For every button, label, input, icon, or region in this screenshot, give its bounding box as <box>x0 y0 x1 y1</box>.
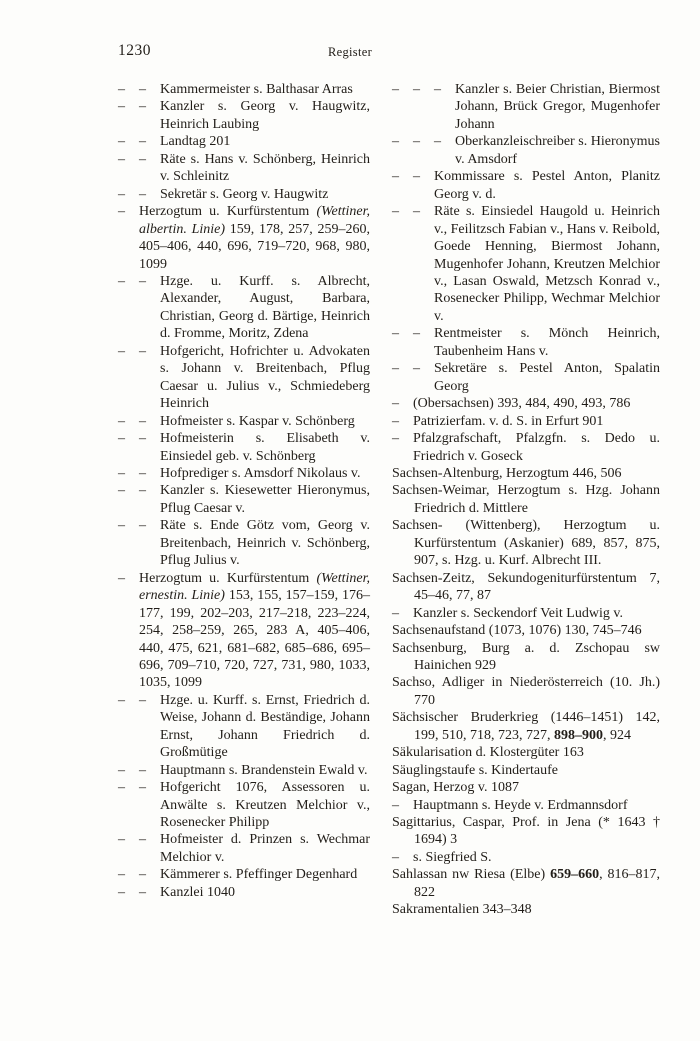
indent-dash: – <box>392 134 399 150</box>
index-entry <box>392 482 660 517</box>
entry-text: Hofmeisterin s. Elisabeth v. Einsiedel geb. v. Schönberg <box>160 431 370 464</box>
entry-text: Sachsen- (Wittenberg), Herzogtum u. Kurfürstentum (Askanier) 689, 857, 875, 907, s. Hzg. u. Kurf. Albrecht III. <box>392 518 660 569</box>
index-entry <box>118 570 370 692</box>
register-title: Register <box>327 45 373 59</box>
indent-dash: – <box>139 413 146 429</box>
index-entry <box>392 866 660 901</box>
entry-text: Sachsen-Altenburg, Herzogtum 446, 506 <box>392 465 622 481</box>
indent-dash: – <box>118 204 125 220</box>
entry-text: Pfalzgrafschaft, Pfalzgfn. s. Dedo u. Friedrich v. Goseck <box>413 431 660 464</box>
indent-dash: – <box>139 483 146 499</box>
indent-dash: – <box>118 151 125 167</box>
indent-dash: – <box>139 151 146 167</box>
indent-dash: – <box>392 82 399 97</box>
indent-dash: – <box>139 343 146 359</box>
indent-dash: – <box>118 99 125 115</box>
entry-text: Säkularisation d. Klostergüter 163 <box>392 745 584 761</box>
bold-page-range: 898–900 <box>554 727 603 743</box>
index-entry <box>118 465 370 482</box>
index-column-right <box>392 81 660 919</box>
indent-dash: – <box>118 518 125 534</box>
indent-dash: – <box>118 692 125 708</box>
indent-dash: – <box>139 518 146 534</box>
entry-text: Oberkanzleischreiber s. Hieronymus v. Amsdorf <box>455 134 660 167</box>
index-entry <box>392 779 660 796</box>
indent-dash: – <box>139 465 146 481</box>
indent-dash: – <box>139 780 146 796</box>
bold-page-range: 659–660 <box>550 867 600 883</box>
indent-dash: – <box>139 82 146 97</box>
index-entry <box>392 762 660 779</box>
index-entry <box>118 81 370 98</box>
indent-dash: – <box>413 326 420 342</box>
indent-dash: – <box>118 832 125 848</box>
index-entry <box>392 709 660 744</box>
entry-text: Kanzler s. Kiesewetter Hieronymus, Pflug Caesar v. <box>160 483 370 516</box>
index-entry <box>392 814 660 849</box>
index-entry <box>118 133 370 150</box>
entry-text: Sekretäre s. Pestel Anton, Spalatin Georg <box>434 361 660 394</box>
indent-dash: – <box>139 867 146 883</box>
index-entry <box>118 517 370 569</box>
index-entry <box>392 203 660 325</box>
indent-dash: – <box>139 884 146 900</box>
indent-dash: – <box>434 134 441 150</box>
indent-dash: – <box>118 273 125 289</box>
index-entry <box>118 884 370 901</box>
entry-text: Sachsenburg, Burg a. d. Zschopau sw Hainichen 929 <box>392 640 660 673</box>
index-entry <box>118 866 370 883</box>
indent-dash: – <box>392 797 399 813</box>
index-column-left <box>118 81 370 919</box>
indent-dash: – <box>392 169 399 185</box>
entry-text: Hauptmann s. Heyde v. Erdmannsdorf <box>413 797 628 813</box>
index-entry <box>118 762 370 779</box>
entry-text: Hofgericht, Hofrichter u. Advokaten s. Johann v. Breitenbach, Pflug Caesar u. Julius v., Schmiedeberg Heinrich <box>160 343 370 412</box>
entry-text: Hofprediger s. Amsdorf Nikolaus v. <box>160 465 361 481</box>
entry-text: Sahlassan nw Riesa (Elbe) <box>392 867 551 883</box>
indent-dash: – <box>118 465 125 481</box>
index-entry <box>392 413 660 430</box>
entry-text: Sachso, Adliger in Niederösterreich (10. Jh.) 770 <box>392 675 660 708</box>
indent-dash: – <box>139 692 146 708</box>
entry-text: Kämmerer s. Pfeffinger Degenhard <box>160 867 358 883</box>
indent-dash: – <box>118 570 125 586</box>
entry-text: Sakramentalien 343–348 <box>392 902 532 918</box>
indent-dash: – <box>392 396 399 412</box>
entry-text: (Obersachsen) 393, 484, 490, 493, 786 <box>413 396 631 412</box>
indent-dash: – <box>139 273 146 289</box>
index-entry <box>392 517 660 569</box>
index-entry <box>118 186 370 203</box>
index-entry <box>118 692 370 762</box>
index-entry <box>118 430 370 465</box>
page-number: 1230 <box>118 42 151 59</box>
indent-dash: – <box>392 605 399 621</box>
index-entry <box>118 343 370 413</box>
entry-text: Hofgericht 1076, Assessoren u. Anwälte s. Kreutzen Melchior v., Rosenecker Philipp <box>160 780 370 831</box>
entry-text: Rentmeister s. Mönch Heinrich, Taubenheim Hans v. <box>434 326 660 359</box>
index-columns <box>118 81 660 919</box>
indent-dash: – <box>139 832 146 848</box>
index-entry <box>118 831 370 866</box>
entry-text: Sagan, Herzog v. 1087 <box>392 780 520 796</box>
indent-dash: – <box>413 82 420 97</box>
index-entry <box>392 81 660 133</box>
index-entry <box>118 482 370 517</box>
entry-text: Säuglingstaufe s. Kindertaufe <box>392 762 559 778</box>
index-entry <box>392 465 660 482</box>
indent-dash: – <box>118 780 125 796</box>
entry-text: Kammermeister s. Balthasar Arras <box>160 82 353 97</box>
indent-dash: – <box>139 99 146 115</box>
indent-dash: – <box>118 483 125 499</box>
index-entry <box>392 849 660 866</box>
italic-qualifier: (Wettiner, ernestin. Linie) <box>139 570 370 604</box>
indent-dash: – <box>118 186 125 202</box>
index-entry <box>392 744 660 761</box>
indent-dash: – <box>118 82 125 97</box>
index-entry <box>392 640 660 675</box>
entry-text: Räte s. Hans v. Schönberg, Heinrich v. Schleinitz <box>160 151 370 185</box>
entry-text: Kanzler s. Georg v. Haugwitz, Heinrich Laubing <box>160 99 370 132</box>
entry-text: Kanzler s. Seckendorf Veit Ludwig v. <box>413 605 623 621</box>
entry-text: Hofmeister d. Prinzen s. Wechmar Melchior v. <box>160 832 370 865</box>
index-entry <box>392 605 660 622</box>
indent-dash: – <box>392 413 399 429</box>
entry-text: Sachsenaufstand (1073, 1076) 130, 745–746 <box>392 623 642 639</box>
index-entry <box>118 98 370 133</box>
index-entry <box>392 430 660 465</box>
indent-dash: – <box>392 849 399 865</box>
indent-dash: – <box>139 134 146 150</box>
entry-text: , 816–817, 822 <box>414 867 660 900</box>
running-header <box>0 42 700 62</box>
indent-dash: – <box>118 431 125 447</box>
indent-dash: – <box>118 134 125 150</box>
index-entry <box>118 203 370 273</box>
index-entry <box>392 168 660 203</box>
entry-text: Kommissare s. Pestel Anton, Planitz Georg v. d. <box>434 169 660 202</box>
entry-text: Kanzler s. Beier Christian, Biermost Johann, Brück Gregor, Mugenhofer Johann <box>455 82 660 132</box>
indent-dash: – <box>118 413 125 429</box>
indent-dash: – <box>392 361 399 377</box>
entry-text: Sachsen-Zeitz, Sekundogeniturfürstentum 7, 45–46, 77, 87 <box>392 570 660 604</box>
indent-dash: – <box>139 431 146 447</box>
entry-text: Hzge. u. Kurff. s. Albrecht, Alexander, August, Barbara, Christian, Georg d. Bärtige, Heinrich d. Fromme, Moritz, Zdena <box>160 273 370 342</box>
entry-text: Patrizierfam. v. d. S. in Erfurt 901 <box>413 413 604 429</box>
entry-text: Sagittarius, Caspar, Prof. in Jena (* 1643 † 1694) 3 <box>392 815 660 848</box>
index-entry <box>392 674 660 709</box>
index-entry <box>118 151 370 186</box>
entry-text: Räte s. Einsiedel Haugold u. Heinrich v., Feilitzsch Fabian v., Hans v. Reibold, Goede Henning, Biermost Johann, Mugenhofer Johann, Kreutzen Melchior v., Lasan Oswald, Metzsch Konrad v., Rosenecker Philipp, Wechmar Melchior v. <box>434 204 660 324</box>
indent-dash: – <box>434 82 441 97</box>
indent-dash: – <box>139 186 146 202</box>
index-entry <box>392 133 660 168</box>
entry-text: Landtag 201 <box>160 134 231 150</box>
indent-dash: – <box>413 204 420 220</box>
indent-dash: – <box>413 361 420 377</box>
index-entry <box>392 360 660 395</box>
entry-text: Herzogtum u. Kurfürstentum <box>139 570 317 586</box>
index-entry <box>392 622 660 639</box>
entry-text: , 924 <box>603 727 631 743</box>
index-entry <box>392 797 660 814</box>
entry-text: Hzge. u. Kurff. s. Ernst, Friedrich d. Weise, Johann d. Beständige, Johann Ernst, Johann Friedrich d. Großmütige <box>160 692 370 761</box>
indent-dash: – <box>118 867 125 883</box>
indent-dash: – <box>392 431 399 447</box>
indent-dash: – <box>118 884 125 900</box>
indent-dash: – <box>413 134 420 150</box>
indent-dash: – <box>139 762 146 778</box>
indent-dash: – <box>413 169 420 185</box>
entry-text: Kanzlei 1040 <box>160 884 236 900</box>
indent-dash: – <box>392 326 399 342</box>
entry-text: 153, 155, 157–159, 176–177, 199, 202–203, 217–218, 223–224, 254, 258–259, 265, 283 A, 405–406, 440, 475, 621, 681–682, 685–686, 695–696, 709–710, 720, 727, 731, 980, 1033, 1035, 1099 <box>139 588 370 691</box>
indent-dash: – <box>392 204 399 220</box>
index-entry <box>118 413 370 430</box>
entry-text: 159, 178, 257, 259–260, 405–406, 440, 696, 719–720, 968, 980, 1099 <box>139 221 371 272</box>
index-entry <box>118 779 370 831</box>
entry-text: Räte s. Ende Götz vom, Georg v. Breitenbach, Heinrich v. Schönberg, Pflug Julius v. <box>160 518 370 569</box>
indent-dash: – <box>118 343 125 359</box>
entry-text: s. Siegfried S. <box>413 849 492 865</box>
entry-text: Herzogtum u. Kurfürstentum <box>139 204 317 220</box>
index-entry <box>392 901 660 918</box>
index-entry <box>392 325 660 360</box>
entry-text: Sekretär s. Georg v. Haugwitz <box>160 186 329 202</box>
entry-text: Sachsen-Weimar, Herzogtum s. Hzg. Johann Friedrich d. Mittlere <box>392 483 660 516</box>
entry-text: Hofmeister s. Kaspar v. Schönberg <box>160 413 355 429</box>
entry-text: Sächsischer Bruderkrieg (1446–1451) 142, 199, 510, 718, 723, 727, <box>392 710 660 743</box>
index-entry <box>118 273 370 343</box>
entry-text: Hauptmann s. Brandenstein Ewald v. <box>160 762 368 778</box>
index-entry <box>392 570 660 605</box>
index-entry <box>392 395 660 412</box>
italic-qualifier: (Wettiner, albertin. Linie) <box>139 204 370 237</box>
indent-dash: – <box>118 762 125 778</box>
